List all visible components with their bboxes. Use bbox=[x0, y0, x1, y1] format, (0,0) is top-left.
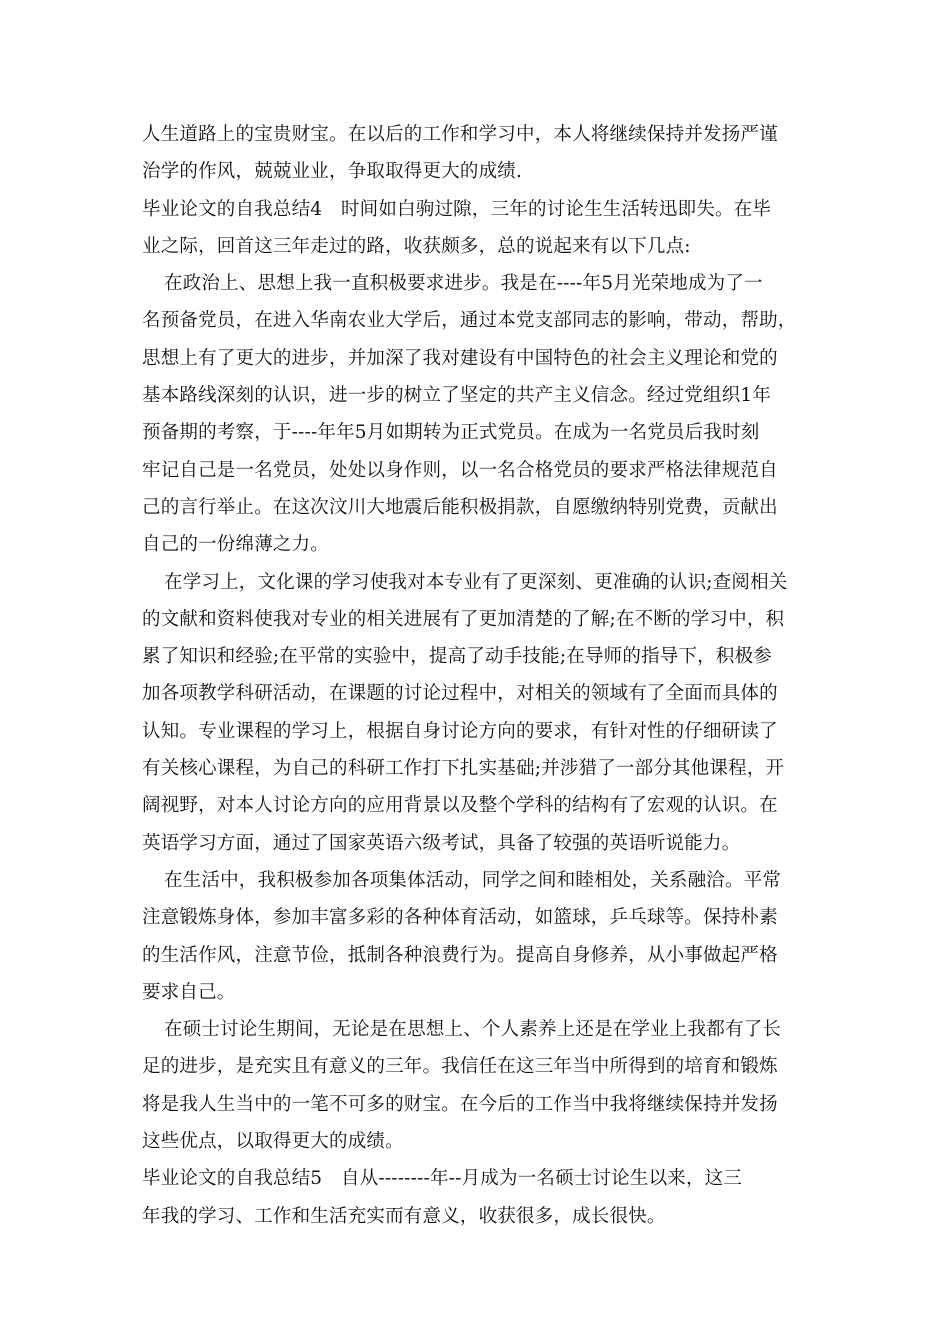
paragraph-first-line: 在硕士讨论生期间，无论是在思想上、个人素养上还是在学业上我都有了长 bbox=[164, 1019, 782, 1041]
text-line: 认知。专业课程的学习上，根据自身讨论方向的要求，有针对性的仔细研读了 bbox=[142, 720, 778, 742]
document-body bbox=[142, 116, 812, 1235]
text-line: 这些优点，以取得更大的成绩。 bbox=[142, 1131, 404, 1153]
text-line: 阔视野，对本人讨论方向的应用背景以及整个学科的结构有了宏观的认识。在 bbox=[142, 795, 778, 817]
paragraph-first-line: 在政治上、思想上我一直积极要求进步。我是在----年5月光荣地成为了一 bbox=[164, 273, 763, 295]
text-line: 将是我人生当中的一笔不可多的财宝。在今后的工作当中我将继续保持并发扬 bbox=[142, 1093, 778, 1115]
text-line: 要求自己。 bbox=[142, 981, 236, 1003]
text-line: 累了知识和经验;在平常的实验中，提高了动手技能;在导师的指导下，积极参 bbox=[142, 646, 772, 668]
text-line: 预备期的考察，于----年年5月如期转为正式党员。在成为一名党员后我时刻 bbox=[142, 422, 760, 444]
text-line: 自己的一份绵薄之力。 bbox=[142, 534, 330, 556]
text-line: 己的言行举止。在这次汶川大地震后能积极捐款，自愿缴纳特别党费，贡献出 bbox=[142, 496, 778, 518]
text-line: 人生道路上的宝贵财宝。在以后的工作和学习中，本人将继续保持并发扬严谨 bbox=[142, 124, 778, 145]
text-line: 的文献和资料使我对专业的相关进展有了更加清楚的了解;在不断的学习中，积 bbox=[142, 608, 785, 630]
text-line: 注意锻炼身体，参加丰富多彩的各种体育活动，如篮球，乒乓球等。保持朴素 bbox=[142, 907, 778, 929]
text-line: 业之际，回首这三年走过的路，收获颇多，总的说起来有以下几点: bbox=[142, 235, 691, 257]
text-line: 有关核心课程，为自己的科研工作打下扎实基础;并涉猎了一部分其他课程，开 bbox=[142, 758, 785, 780]
text-line: 足的进步，是充实且有意义的三年。我信任在这三年当中所得到的培育和锻炼 bbox=[142, 1056, 778, 1078]
text-line: 英语学习方面，通过了国家英语六级考试，具备了较强的英语听说能力。 bbox=[142, 832, 741, 854]
paragraph-first-line: 在生活中，我积极参加各项集体活动，同学之间和睦相处，关系融洽。平常 bbox=[164, 869, 782, 891]
text-line: 的生活作风，注意节俭，抵制各种浪费行为。提高自身修养，从小事做起严格 bbox=[142, 944, 778, 966]
text-line: 牢记自己是一名党员，处处以身作则，以一名合格党员的要求严格法律规范自 bbox=[142, 459, 778, 481]
paragraph-first-line: 在学习上，文化课的学习使我对本专业有了更深刻、更准确的认识;查阅相关 bbox=[164, 571, 788, 593]
text-line: 加各项教学科研活动，在课题的讨论过程中，对相关的领域有了全面而具体的 bbox=[142, 683, 778, 705]
text-line: 治学的作风，兢兢业业，争取取得更大的成绩. bbox=[142, 161, 523, 183]
text-line: 名预备党员，在进入华南农业大学后，通过本党支部同志的影响，带动，帮助， bbox=[142, 310, 797, 332]
section-heading-line: 毕业论文的自我总结4 时间如白驹过隙，三年的讨论生生活转迅即失。在毕 bbox=[142, 198, 772, 220]
text-line: 基本路线深刻的认识，进一步的树立了坚定的共产主义信念。经过党组织1年 bbox=[142, 385, 772, 407]
text-line: 年我的学习、工作和生活充实而有意义，收获很多，成长很快。 bbox=[142, 1205, 666, 1227]
section-heading-line: 毕业论文的自我总结5 自从--------年--月成为一名硕士讨论生以来，这三 bbox=[142, 1168, 743, 1190]
text-line: 思想上有了更大的进步，并加深了我对建设有中国特色的社会主义理论和党的 bbox=[142, 347, 778, 369]
